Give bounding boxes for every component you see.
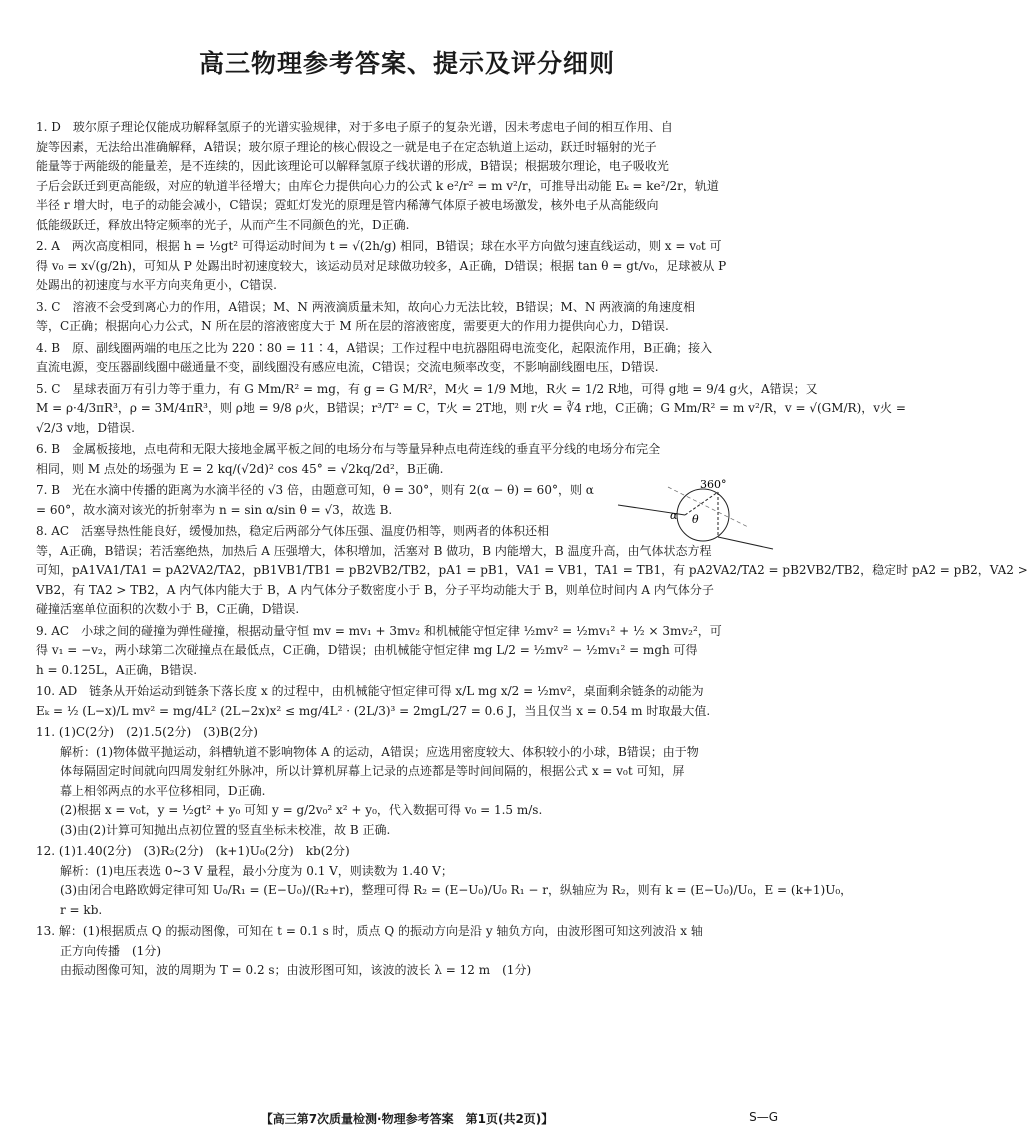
- answer-line: 子后会跃迁到更高能级，对应的轨道半径增大；由库仑力提供向心力的公式 k e²/r² = m v²/r，可推导出动能 Eₖ = ke²/2r，轨道: [36, 178, 719, 193]
- answer-line: 体每隔固定时间就向四周发射红外脉冲，所以计算机屏幕上记录的点迹都是等时间间隔的，根据公式 x = v₀t 可知，屏: [36, 764, 685, 778]
- answer-line: 低能级跃迁，释放出特定频率的光子，从而产生不同颜色的光，D正确.: [36, 217, 410, 232]
- page-title: 高三物理参考答案、提示及评分细则: [198, 49, 615, 78]
- answer-line: 13. 解：(1)根据质点 Q 的振动图像，可知在 t = 0.1 s 时，质点 Q 的振动方向是沿 y 轴负方向，由波形图可知这列波沿 x 轴: [36, 924, 703, 938]
- answer-line: 2. A 两次高度相同，根据 h = ½gt² 可得运动时间为 t = √(2h/g) 相同，B错误；球在水平方向做匀速直线运动，则 x = v₀t 可: [36, 239, 722, 253]
- answer-line: h = 0.125L，A正确，B错误.: [36, 662, 198, 677]
- answer-line: 3. C 溶液不会受到离心力的作用，A错误；M、N 两液滴质量未知，故向心力无法比较，B错误；M、N 两液滴的角速度相: [36, 299, 696, 314]
- answer-line: 由振动图像可知，波的周期为 T = 0.2 s；由波形图可知，该波的波长 λ = 12 m (1分): [36, 963, 532, 977]
- answer-line: 处踢出的初速度与水平方向夹角更小，C错误.: [36, 278, 277, 292]
- answer-line: Eₖ = ½ (L−x)/L mv² = mg/4L² (2L−2x)x² ≤ mg/4L² · (2L/3)³ = 2mgL/27 = 0.6 J，当且仅当 x = 0.54 m 时取最大值.: [36, 703, 711, 718]
- answer-line: 等，A正确，B错误；若活塞绝热，加热后 A 压强增大，体积增加，活塞对 B 做功，B 内能增大，B 温度升高，由气体状态方程: [36, 543, 712, 558]
- answer-line: (3)由(2)计算可知抛出点初位置的竖直坐标未校准，故 B 正确.: [36, 822, 391, 837]
- answer-line: 5. C 星球表面万有引力等于重力，有 G Mm/R² = mg，有 g = G M/R²，M火 = 1/9 M地，R火 = 1/2 R地，可得 g地 = 9/4 g火，A错误；又: [36, 381, 818, 396]
- answer-line: 解析：(1)电压表选 0~3 V 量程，最小分度为 0.1 V，则读数为 1.40 V；: [36, 863, 453, 878]
- answer-line: √2/3 v地，D错误.: [36, 420, 135, 435]
- exit-ray: [718, 537, 773, 549]
- answer-item: [36, 118, 778, 235]
- answer-line: VB2，有 TA2 > TB2，A 内气体内能大于 B，A 内气体分子数密度小于 B，分子平均动能大于 B，则单位时间内 A 内气体分子: [36, 582, 714, 597]
- angle-label: 360°: [700, 478, 727, 491]
- answer-item: [36, 842, 853, 920]
- answer-item: [36, 237, 778, 296]
- answer-line: 旋等因素，无法给出准确解释，A错误；玻尔原子理论的核心假设之一就是电子在定态轨道上运动，跃迁时辐射的光子: [36, 139, 657, 154]
- answer-item: [36, 622, 778, 681]
- answer-line: M = ρ·4/3πR³，ρ = 3M/4πR³，则 ρ地 = 9/8 ρ火，B错误；r³/T² = C，T火 = 2T地，则 r火 = ∛4 r地，C正确；G Mm/R² = m v²/R，v = √(GM/R)，v火 =: [36, 401, 906, 415]
- answer-line: 等，C正确；根据向心力公式，N 所在层的溶液密度大于 M 所在层的溶液密度，需要更大的作用力提供向心力，D错误.: [36, 319, 669, 333]
- answer-line: 9. AC 小球之间的碰撞为弹性碰撞，根据动量守恒 mv = mv₁ + 3mv₂ 和机械能守恒定律 ½mv² = ½mv₁² + ½ × 3mv₂²，可: [36, 623, 722, 638]
- answer-item: [36, 380, 906, 439]
- page-footer: [36, 1110, 778, 1127]
- answer-line: 1. D 玻尔原子理论仅能成功解释氢原子的光谱实验规律，对于多电子原子的复杂光谱，因未考虑电子间的相互作用、自: [36, 120, 673, 134]
- answer-line: 能量等于两能级的能量差，是不连续的，因此该理论可以解释氢原子线状谱的形成，B错误；根据玻尔理论，电子吸收光: [36, 159, 669, 173]
- footer-code: S—G: [749, 1110, 778, 1124]
- answer-line: 相同，则 M 点处的场强为 E = 2 kq/(√2d)² cos 45° = √2kq/2d²，B正确.: [36, 461, 444, 476]
- answer-line: 7. B 光在水滴中传播的距离为水滴半径的 √3 倍，由题意可知，θ = 30°，则有 2(α − θ) = 60°，则 α: [36, 483, 594, 497]
- refraction-diagram: [608, 477, 778, 557]
- footer-label: 【高三第7次质量检测·物理参考答案 第1页(共2页)】: [260, 1112, 554, 1126]
- answer-item: [36, 339, 778, 378]
- answer-item: [36, 478, 778, 526]
- answer-line: 解析：(1)物体做平抛运动，斜槽轨道不影响物体 A 的运动，A错误；应选用密度较大、体积较小的小球，B错误；由于物: [36, 744, 699, 759]
- answer-line: 得 v₁ = −v₂，两小球第二次碰撞点在最低点，C正确，D错误；由机械能守恒定律 mg L/2 = ½mv² − ½mv₁² = mgh 可得: [36, 643, 698, 657]
- answer-line: (3)由闭合电路欧姆定律可知 U₀/R₁ = (E−U₀)/(R₂+r)，整理可得 R₂ = (E−U₀)/U₀ R₁ − r，纵轴应为 R₂，则有 k = (E−U₀)/U₀，E = (k+1)U₀，: [36, 883, 853, 897]
- answer-line: 11. (1)C(2分) (2)1.5(2分) (3)B(2分): [36, 725, 258, 739]
- answer-line: 得 v₀ = x√(g/2h)，可知从 P 处踢出时初速度较大，该运动员对足球做功较多，A正确，D错误；根据 tan θ = gt/v₀，足球被从 P: [36, 258, 727, 273]
- alpha-label: α: [670, 509, 678, 522]
- answer-item: [36, 922, 778, 981]
- answer-item: [36, 440, 778, 479]
- answer-line: 6. B 金属板接地，点电荷和无限大接地金属平板之间的电场分布与等量异种点电荷连线的垂直平分线的电场分布完全: [36, 442, 661, 456]
- normal-line: [668, 487, 748, 527]
- answer-line: 碰撞活塞单位面积的次数小于 B，C正确，D错误.: [36, 602, 300, 616]
- answer-line: 半径 r 增大时，电子的动能会减小，C错误；霓虹灯发光的原理是管内稀薄气体原子被电场激发，核外电子从高能级向: [36, 198, 659, 212]
- answer-line: 8. AC 活塞导热性能良好，缓慢加热，稳定后两部分气体压强、温度仍相等，则两者的体积还相: [36, 524, 550, 538]
- answer-line: 10. AD 链条从开始运动到链条下落长度 x 的过程中，由机械能守恒定律可得 x/L mg x/2 = ½mv²，桌面剩余链条的动能为: [36, 684, 704, 698]
- answer-line: 12. (1)1.40(2分) (3)R₂(2分) (k+1)U₀(2分) kb(2分): [36, 844, 350, 858]
- answer-item: [36, 298, 778, 337]
- answer-line: r = kb.: [36, 902, 103, 917]
- answer-line: 幕上相邻两点的水平位移相同，D正确.: [36, 783, 266, 798]
- theta-label: θ: [692, 513, 699, 526]
- answer-line: 4. B 原、副线圈两端的电压之比为 220∶80 = 11∶4，A错误；工作过程中电抗器阻碍电流变化，起限流作用，B正确；接入: [36, 340, 713, 355]
- answer-line: = 60°，故水滴对该光的折射率为 n = sin α/sin θ = √3，故选 B.: [36, 502, 393, 517]
- answer-line: (2)根据 x = v₀t，y = ½gt² + y₀ 可知 y = g/2v₀² x² + y₀，代入数据可得 v₀ = 1.5 m/s.: [36, 803, 543, 817]
- answer-list: [36, 118, 1028, 981]
- answer-line: 直流电源，变压器副线圈中磁通量不变，副线圈没有感应电流，C错误；交流电频率改变，不影响副线圈电压，D错误.: [36, 360, 659, 374]
- answer-line: 正方向传播 (1分): [36, 943, 161, 958]
- answer-item: [36, 723, 778, 840]
- answer-item: [36, 682, 778, 721]
- answer-line: 可知，pA1VA1/TA1 = pA2VA2/TA2，pB1VB1/TB1 = pB2VB2/TB2，pA1 = pB1，VA1 = VB1，TA1 = TB1，有 pA2VA2/TA2 = pB2VB2/TB2，稳定时 pA2 = pB2，VA2 >: [36, 563, 1028, 577]
